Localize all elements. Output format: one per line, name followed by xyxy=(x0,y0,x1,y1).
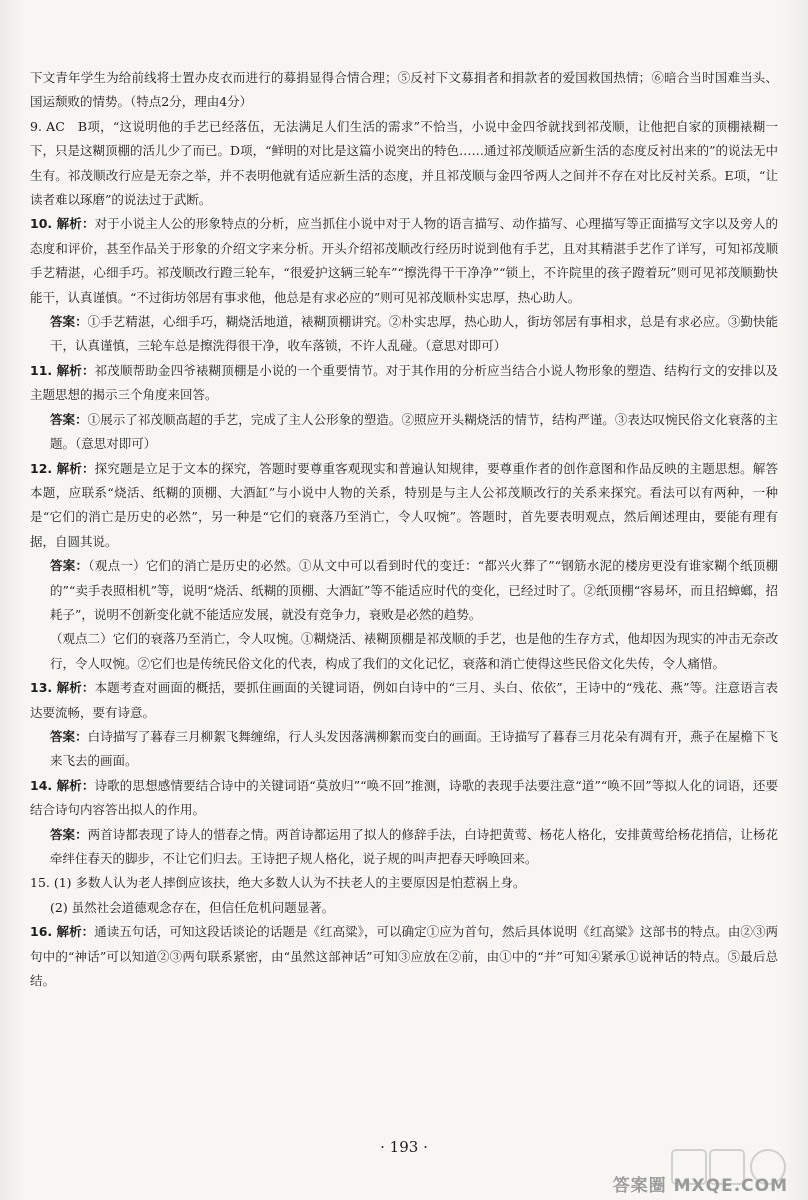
answer-12-view1: 答案：（观点一）它们的消亡是历史的必然。①从文中可以看到时代的变迁：“都兴火葬了”“钢筋水泥的楼房更没有谁家糊个纸顶棚的”“卖手表照相机”等，说明“烧活、纸糊的顶棚、大酒缸”等不能适应时代的变化，已经过时了。②纸顶棚“容易坏，而且招蟑螂，招耗子”，说明不创新变化就不能适应发展，就没有竞争力，衰败是必然的趋势。 xyxy=(50,558,778,622)
analysis-12: 12. 解析：探究题是立足于文本的探究，答题时要尊重客观现实和普遍认知规律，要尊重作者的创作意图和作品反映的主题思想。解答本题，应联系“烧活、纸糊的顶棚、大酒缸”与小说中人物的关系，特别是与主人公祁茂顺改行的关系来探究。看法可以有两种，一种是“它们的消亡是历史的必然”，另一种是“它们的衰落乃至消亡，令人叹惋”。答题时，首先要表明观点，然后阐述理由，要能有理有据，自圆其说。 xyxy=(30,460,778,549)
analysis-11: 11. 解析：祁茂顺帮助金四爷裱糊顶棚是小说的一个重要情节。对于其作用的分析应当结合小说人物形象的塑造、结构行文的安排以及主题思想的揭示三个角度来回答。 xyxy=(30,362,778,403)
answer-15-2: (2) 虽然社会道德观念存在，但信任危机问题显著。 xyxy=(50,899,335,915)
analysis-14: 14. 解析：诗歌的思想感情要结合诗中的关键词语“莫放归”“唤不回”推测，诗歌的表现手法要注意“道”“唤不回”等拟人化的词语，还要结合诗句内容答出拟人的作用。 xyxy=(30,777,778,818)
answer-13: 答案：白诗描写了暮春三月柳絮飞舞缠绵，行人头发因落满柳絮而变白的画面。王诗描写了暮春三月花朵有凋有开，燕子在屋檐下飞来飞去的画面。 xyxy=(50,728,778,769)
answer-11: 答案：①展示了祁茂顺高超的手艺，完成了主人公形象的塑造。②照应开头糊烧活的情节，结构严谨。③表达叹惋民俗文化衰落的主题。（意思对即可） xyxy=(50,411,778,452)
analysis-13: 13. 解析：本题考查对画面的概括，要抓住画面的关键词语，例如白诗中的“三月、头白、依依”，王诗中的“残花、燕”等。注意语言表达要流畅，要有诗意。 xyxy=(30,680,778,720)
watermark-text: 答案圈 MXQE.COM xyxy=(612,1176,788,1196)
page-number: · 193 · xyxy=(380,1138,428,1156)
answer-10: 答案：①手艺精湛，心细手巧，糊烧活地道，裱糊顶棚讲究。②朴实忠厚，热心助人，街坊邻居有事相求，总是有求必应。③勤快能干，认真谨慎，三轮车总是擦洗得很干净，收车落锁，不许人乱碰。（意思对即可） xyxy=(50,314,778,354)
para-8-continuation: 下文青年学生为给前线将士置办皮衣而进行的募捐显得合情合理；⑤反衬下文募捐者和捐款者的爱国救国热情；⑥暗合当时国难当头、国运颓败的情势。（特点2分，理由4分） xyxy=(30,70,778,110)
answer-content xyxy=(30,66,778,993)
answer-14: 答案：两首诗都表现了诗人的惜春之情。两首诗都运用了拟人的修辞手法，白诗把黄莺、杨花人格化，安排黄莺给杨花捎信，让杨花牵绊住春天的脚步，不让它们归去。王诗把子规人格化，说子规的叫声把春天呼唤回来。 xyxy=(50,826,778,866)
answer-15-1: 15. (1) 多数人认为老人摔倒应该扶，绝大多数人认为不扶老人的主要原因是怕惹祸上身。 xyxy=(30,875,526,891)
analysis-10: 10. 解析：对于小说主人公的形象特点的分析，应当抓住小说中对于人物的语言描写、动作描写、心理描写等正面描写文字以及旁人的态度和评价，甚至作品关于形象的介绍文字来分析。开头介绍祁茂顺改行经历时说到他有手艺，且对其精湛手艺作了详写，可知祁茂顺手艺精湛，心细手巧。祁茂顺改行蹬三轮车，“很爱护这辆三轮车”“擦洗得干干净净”“锁上，不许院里的孩子蹬着玩”则可见祁茂顺勤快能干，认真谨慎。“不过街坊邻居有事求他，他总是有求必应的”则可见祁茂顺朴实忠厚，热心助人。 xyxy=(30,216,778,305)
answer-9: 9. AC B项，“这说明他的手艺已经落伍，无法满足人们生活的需求”不恰当，小说中金四爷就找到祁茂顺，让他把自家的顶棚裱糊一下，只是这糊顶棚的活儿少了而已。D项，“鲜明的对比是这篇小说突出的特色……通过祁茂顺适应新生活的态度反衬出来的”的说法无中生有。祁茂顺改行应是无奈之举，并不表明他就有适应新生活的态度，并且祁茂顺与金四爷两人之间并不存在对比反衬关系。E项，“让读者难以琢磨”的说法过于武断。 xyxy=(30,118,778,208)
answer-12-view2: （观点二）它们的衰落乃至消亡，令人叹惋。①糊烧活、裱糊顶棚是祁茂顺的手艺，也是他的生存方式，他却因为现实的冲击无奈改行，令人叹惋。②它们也是传统民俗文化的代表，构成了我们的文化记忆，衰落和消亡使得这些民俗文化失传，令人痛惜。 xyxy=(50,631,778,671)
analysis-16: 16. 解析：通读五句话，可知这段话谈论的话题是《红高粱》，可以确定①应为首句，然后具体说明《红高粱》这部书的特点。由②③两句中的“神话”可以知道②③两句联系紧密，由“虽然这部神话”可知③应放在②前，由①中的“并”可知④紧承①说神话的特点。⑤最后总结。 xyxy=(30,924,778,989)
